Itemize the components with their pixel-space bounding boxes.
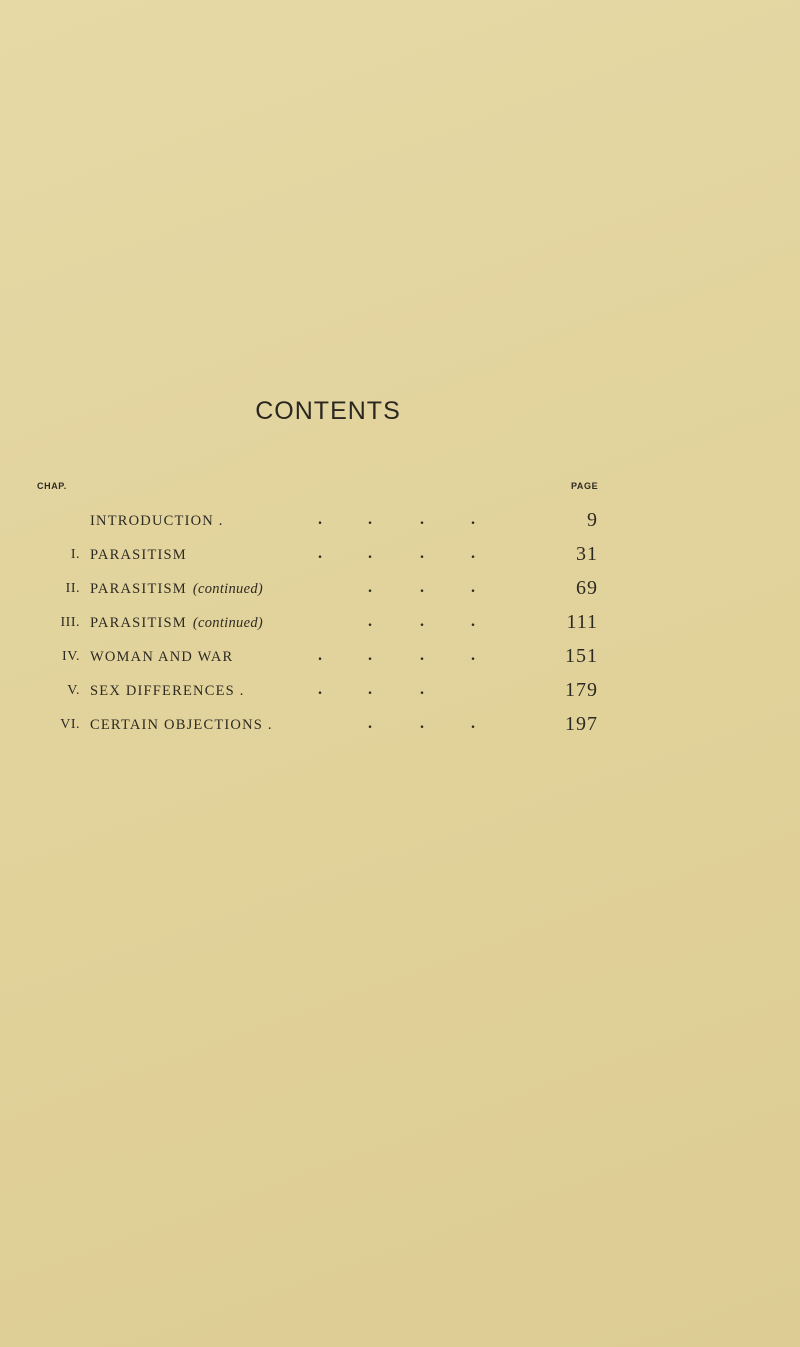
chapter-column-header: CHAP. (37, 481, 67, 491)
leader-dot: . (420, 613, 424, 630)
chapter-number: II. (65, 581, 80, 596)
toc-row[interactable] (0, 710, 800, 740)
toc-row[interactable] (0, 676, 800, 706)
leader-dot: . (420, 715, 424, 732)
leader-dot: . (368, 579, 372, 596)
leader-dot: . (318, 681, 322, 698)
toc-row[interactable] (0, 506, 800, 536)
chapter-title: PARASITISM (continued) (90, 615, 264, 631)
chapter-title: SEX DIFFERENCES . (90, 683, 245, 699)
chapter-title: CERTAIN OBJECTIONS . (90, 717, 273, 733)
chapter-title: PARASITISM (continued) (90, 581, 264, 597)
leader-dot: . (420, 647, 424, 664)
leader-dot: . (471, 715, 475, 732)
chapter-title: INTRODUCTION . (90, 513, 224, 529)
chapter-title: PARASITISM (90, 547, 187, 563)
leader-dot: . (471, 579, 475, 596)
leader-dot: . (318, 647, 322, 664)
toc-row[interactable] (0, 642, 800, 672)
leader-dot: . (368, 613, 372, 630)
continued-note: (continued) (192, 615, 264, 631)
leader-dot: . (420, 681, 424, 698)
leader-dot: . (471, 545, 475, 562)
chapter-number: I. (70, 547, 80, 562)
leader-dot: . (471, 511, 475, 528)
page-number: 111 (566, 611, 598, 633)
page-number: 69 (576, 577, 598, 599)
leader-dot: . (368, 545, 372, 562)
leader-dot: . (471, 613, 475, 630)
page-number: 179 (565, 679, 598, 701)
leader-dot: . (368, 511, 372, 528)
chapter-title: WOMAN AND WAR (90, 649, 234, 665)
leader-dot: . (368, 715, 372, 732)
page-number: 31 (576, 543, 598, 565)
page-column-header: PAGE (571, 481, 599, 491)
leader-dot: . (420, 511, 424, 528)
page-title: CONTENTS (255, 397, 401, 425)
leader-dot: . (420, 545, 424, 562)
toc-row[interactable] (0, 540, 800, 570)
leader-dot: . (420, 579, 424, 596)
leader-dot: . (318, 545, 322, 562)
continued-note: (continued) (192, 581, 264, 597)
toc-row[interactable] (0, 574, 800, 604)
chapter-number: V. (67, 683, 80, 698)
chapter-number: IV. (62, 649, 80, 664)
page-number: 151 (565, 645, 598, 667)
leader-dot: . (368, 681, 372, 698)
leader-dot: . (368, 647, 372, 664)
toc-row[interactable] (0, 608, 800, 638)
chapter-number: VI. (60, 717, 80, 732)
chapter-number: III. (60, 615, 80, 630)
page-number: 197 (565, 713, 598, 735)
leader-dot: . (471, 647, 475, 664)
leader-dot: . (318, 511, 322, 528)
page-number: 9 (587, 509, 598, 531)
